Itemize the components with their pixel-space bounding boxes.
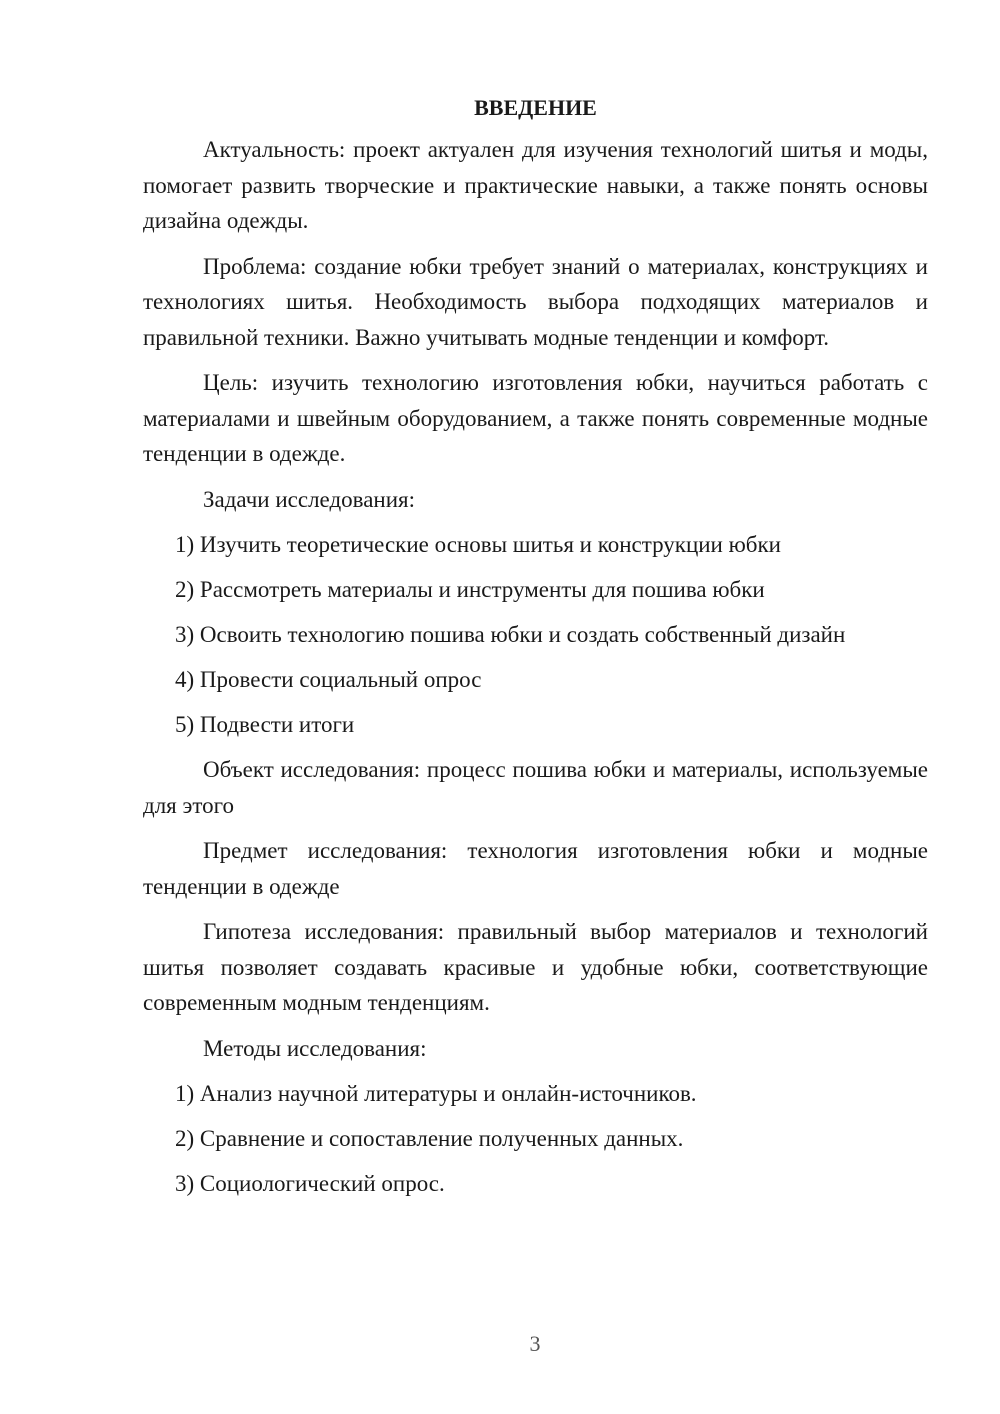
method-item: 2) Сравнение и сопоставление полученных данных. [175,1126,684,1151]
problem-paragraph: Проблема: создание юбки требует знаний о материалах, конструкциях и технологиях шитья. Необходимость выбора подходящих материалов и правильной техники. Важно учитывать модные тенденции и комфорт. [143,253,928,350]
relevance-paragraph: Актуальность: проект актуален для изучения технологий шитья и моды, помогает развить творческие и практические навыки, а также понять основы дизайна одежды. [143,137,928,233]
task-item: 1) Изучить теоретические основы шитья и конструкции юбки [175,532,781,557]
methods-list [143,1076,928,1202]
tasks-label: Задачи исследования: [203,486,416,512]
task-item: 3) Освоить технологию пошива юбки и создать собственный дизайн [175,622,846,647]
page-title: ВВЕДЕНИЕ [474,95,597,120]
task-item: 4) Провести социальный опрос [175,667,482,692]
method-item: 3) Социологический опрос. [175,1171,445,1196]
subject-paragraph: Предмет исследования: технология изготовления юбки и модные тенденции в одежде [143,838,928,899]
document-page [143,93,928,1211]
page-number: 3 [529,1331,541,1356]
task-item: 2) Рассмотреть материалы и инструменты для пошива юбки [175,577,765,602]
hypothesis-paragraph: Гипотеза исследования: правильный выбор материалов и технологий шитья позволяет создавать красивые и удобные юбки, соответствующие современным модным тенденциям. [143,919,928,1015]
object-paragraph: Объект исследования: процесс пошива юбки и материалы, используемые для этого [143,757,928,818]
tasks-list [143,527,928,743]
task-item: 5) Подвести итоги [175,712,355,737]
method-item: 1) Анализ научной литературы и онлайн-источников. [175,1081,697,1106]
goal-paragraph: Цель: изучить технологию изготовления юбки, научиться работать с материалами и швейным оборудованием, а также понять современные модные тенденции в одежде. [143,370,928,466]
methods-label: Методы исследования: [203,1035,427,1061]
